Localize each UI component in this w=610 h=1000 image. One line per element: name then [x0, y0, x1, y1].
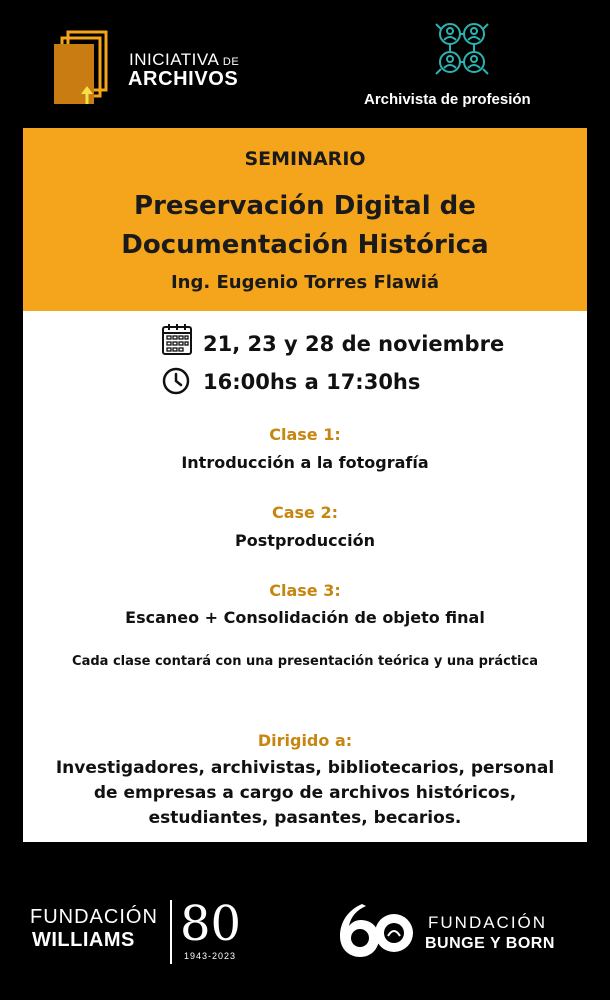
speaker-name: Ing. Eugenio Torres Flawiá	[170, 272, 440, 293]
clock-icon	[162, 367, 190, 395]
audience-label: Dirigido a:	[257, 731, 353, 750]
class-2-topic: Postproducción	[235, 531, 375, 550]
audience-text	[23, 756, 587, 831]
calendar-icon	[161, 322, 193, 356]
williams-years: 1943-2023	[184, 951, 237, 961]
schedule-dates: 21, 23 y 28 de noviembre	[203, 332, 505, 356]
page-title	[23, 187, 587, 265]
williams-line2: WILLIAMS	[32, 929, 135, 951]
schedule-hours: 16:00hs a 17:30hs	[203, 370, 421, 394]
class-note: Cada clase contará con una presentación teórica y una práctica	[72, 654, 538, 669]
banner-kicker: SEMINARIO	[244, 148, 366, 170]
class-3-label: Clase 3:	[269, 581, 341, 600]
audience-line2: de empresas a cargo de archivos históricos,	[93, 783, 517, 803]
class-1-label: Clase 1:	[269, 425, 341, 444]
williams-anniversary: 80	[180, 896, 242, 952]
archive-stack-logo-icon	[52, 30, 108, 108]
audience-line3: estudiantes, pasantes, becarios.	[148, 808, 462, 828]
audience-line1: Investigadores, archivistas, bibliotecarios, personal	[55, 758, 555, 778]
logo-left-line2: ARCHIVOS	[128, 68, 239, 90]
class-2-label: Case 2:	[271, 503, 338, 522]
bunge-line2: BUNGE Y BORN	[425, 935, 555, 952]
title-line1: Preservación Digital de	[134, 191, 476, 221]
class-1-topic: Introducción a la fotografía	[181, 453, 429, 472]
footer-divider	[170, 900, 172, 964]
title-line2: Documentación Histórica	[121, 230, 489, 260]
bunge-y-born-60-logo-icon	[336, 900, 414, 960]
network-people-icon	[432, 20, 492, 78]
class-3-topic: Escaneo + Consolidación de objeto final	[125, 608, 485, 627]
logo-right-caption: Archivista de profesión	[364, 91, 531, 108]
logo-left-line1: INICIATIVA DE	[129, 50, 240, 69]
bunge-line1: FUNDACIÓN	[428, 913, 548, 932]
williams-line1: FUNDACIÓN	[30, 906, 158, 928]
